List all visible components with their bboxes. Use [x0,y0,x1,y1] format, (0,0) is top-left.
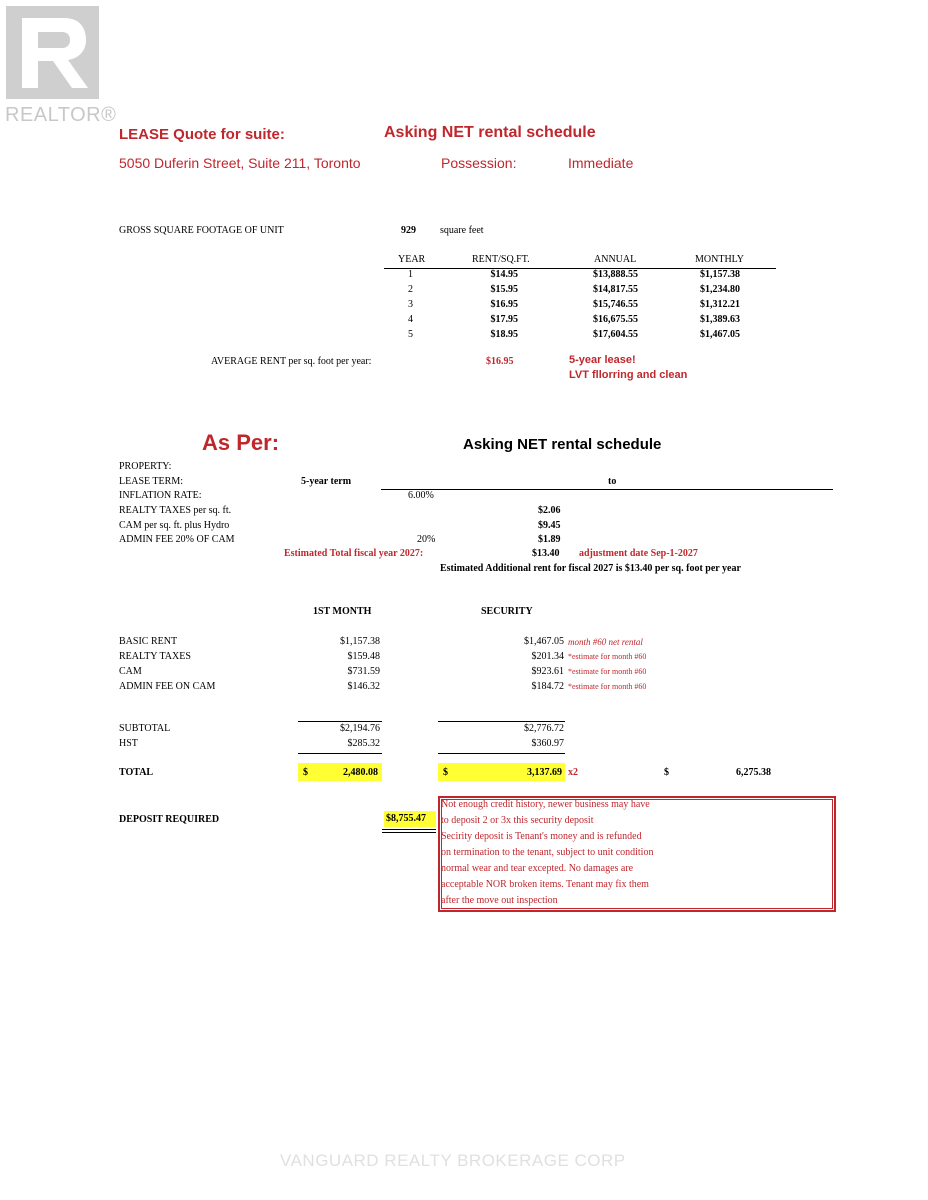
lease-to: to [608,476,617,487]
cost-note: *estimate for month #60 [568,682,647,691]
cost-first-month: $159.48 [347,651,380,662]
additional-rent-note: Estimated Additional rent for fiscal 2027 is $13.40 per sq. foot per year [440,563,741,574]
footage-unit: square feet [440,225,484,236]
col-header-annual: ANNUAL [594,254,637,265]
subtotal-rule-security [438,721,565,722]
cost-note: *estimate for month #60 [568,667,647,676]
schedule-cell-year: 4 [408,314,413,325]
deposit-note-line: Not enough credit history, newer business may have [441,799,650,810]
estimated-value: $13.40 [532,548,560,559]
schedule-cell-rent: $18.95 [490,329,518,340]
col-first-month: 1ST MONTH [313,606,372,617]
schedule-cell-rent: $17.95 [490,314,518,325]
deposit-rule-2 [382,832,436,833]
deposit-note-line: to deposit 2 or 3x this security deposit [441,815,594,826]
deposit-note-line: Secirity deposit is Tenant's money and is refunded [441,831,642,842]
col-header-rent: RENT/SQ.FT. [472,254,530,265]
subtotal-label: SUBTOTAL [119,723,171,734]
address: 5050 Duferin Street, Suite 211, Toronto [119,155,361,171]
subtotal-first: $2,194.76 [340,723,380,734]
total-first-currency: $ [303,767,308,778]
deposit-note-line: normal wear and tear excepted. No damages are [441,863,634,874]
cam-value: $9.45 [538,520,561,531]
cost-label: ADMIN FEE ON CAM [119,681,216,692]
inflation-label: INFLATION RATE: [119,490,202,501]
schedule-cell-annual: $15,746.55 [593,299,638,310]
cost-security: $923.61 [531,666,564,677]
schedule-cell-rent: $15.95 [490,284,518,295]
total-double-currency: $ [664,767,669,778]
schedule-cell-rent: $14.95 [490,269,518,280]
cost-label: BASIC RENT [119,636,178,647]
schedule-cell-annual: $14,817.55 [593,284,638,295]
schedule-cell-monthly: $1,157.38 [700,269,740,280]
admin-value: $1.89 [538,534,561,545]
schedule-cell-rent: $16.95 [490,299,518,310]
col-header-monthly: MONTHLY [695,254,744,265]
schedule-cell-year: 3 [408,299,413,310]
lease-note: 5-year lease! [569,354,636,366]
footage-value: 929 [401,225,416,236]
realtor-logo [6,6,99,99]
admin-pct: 20% [417,534,436,545]
logo-wordmark: REALTOR® [5,104,117,126]
schedule-cell-year: 1 [408,269,413,280]
lease-term-value: 5-year term [301,476,352,487]
hst-label: HST [119,738,138,749]
realty-label: REALTY TAXES per sq. ft. [119,505,232,516]
admin-label: ADMIN FEE 20% OF CAM [119,534,235,545]
subtotal-security: $2,776.72 [524,723,564,734]
total-first: 2,480.08 [343,767,378,778]
cost-label: CAM [119,666,142,677]
hst-first: $285.32 [347,738,380,749]
estimated-label: Estimated Total fiscal year 2027: [284,548,424,559]
schedule-cell-annual: $16,675.55 [593,314,638,325]
schedule-cell-monthly: $1,467.05 [700,329,740,340]
cost-note: *estimate for month #60 [568,652,647,661]
as-per-schedule-title: Asking NET rental schedule [463,436,662,453]
deposit-value: $8,755.47 [386,813,426,824]
deposit-note-line: after the move out inspection [441,895,558,906]
schedule-cell-monthly: $1,312.21 [700,299,740,310]
cost-first-month: $146.32 [347,681,380,692]
total-security: 3,137.69 [527,767,562,778]
deposit-note-line: acceptable NOR broken items. Tenant may fix them [441,879,649,890]
schedule-cell-annual: $13,888.55 [593,269,638,280]
cam-label: CAM per sq. ft. plus Hydro [119,520,230,531]
cost-note: month #60 net rental [568,637,643,647]
schedule-cell-monthly: $1,234.80 [700,284,740,295]
schedule-title: Asking NET rental schedule [384,124,596,141]
total-multiplier: x2 [568,767,578,778]
inflation-value: 6.00% [408,490,434,501]
as-per-title: As Per: [202,430,280,455]
footage-label: GROSS SQUARE FOOTAGE OF UNIT [119,225,284,236]
realty-value: $2.06 [538,505,561,516]
total-security-currency: $ [443,767,448,778]
deposit-note-line: on termination to the tenant, subject to unit condition [441,847,654,858]
schedule-cell-monthly: $1,389.63 [700,314,740,325]
hst-security: $360.97 [531,738,564,749]
brokerage-watermark: VANGUARD REALTY BROKERAGE CORP [280,1151,626,1170]
possession-label: Possession: [441,155,517,171]
subtotal-rule-first [298,721,382,722]
quote-title: LEASE Quote for suite: [119,126,285,143]
average-value: $16.95 [486,356,514,367]
deposit-label: DEPOSIT REQUIRED [119,814,220,825]
lease-term-rule [381,489,833,490]
schedule-cell-year: 2 [408,284,413,295]
cost-security: $201.34 [531,651,564,662]
deposit-rule-1 [382,829,436,830]
property-label: PROPERTY: [119,461,172,472]
total-double: 6,275.38 [736,767,771,778]
cost-security: $184.72 [531,681,564,692]
col-security: SECURITY [481,606,533,617]
cost-first-month: $1,157.38 [340,636,380,647]
col-header-year: YEAR [398,254,426,265]
total-label: TOTAL [119,767,154,778]
hst-rule-first [298,753,382,754]
schedule-cell-year: 5 [408,329,413,340]
adjustment-date: adjustment date Sep-1-2027 [579,548,698,559]
cost-security: $1,467.05 [524,636,564,647]
average-label: AVERAGE RENT per sq. foot per year: [211,356,372,367]
cost-label: REALTY TAXES [119,651,191,662]
cost-first-month: $731.59 [347,666,380,677]
flooring-note: LVT fllorring and clean [569,369,688,381]
possession-value: Immediate [568,155,634,171]
lease-term-label: LEASE TERM: [119,476,183,487]
schedule-cell-annual: $17,604.55 [593,329,638,340]
hst-rule-security [438,753,565,754]
